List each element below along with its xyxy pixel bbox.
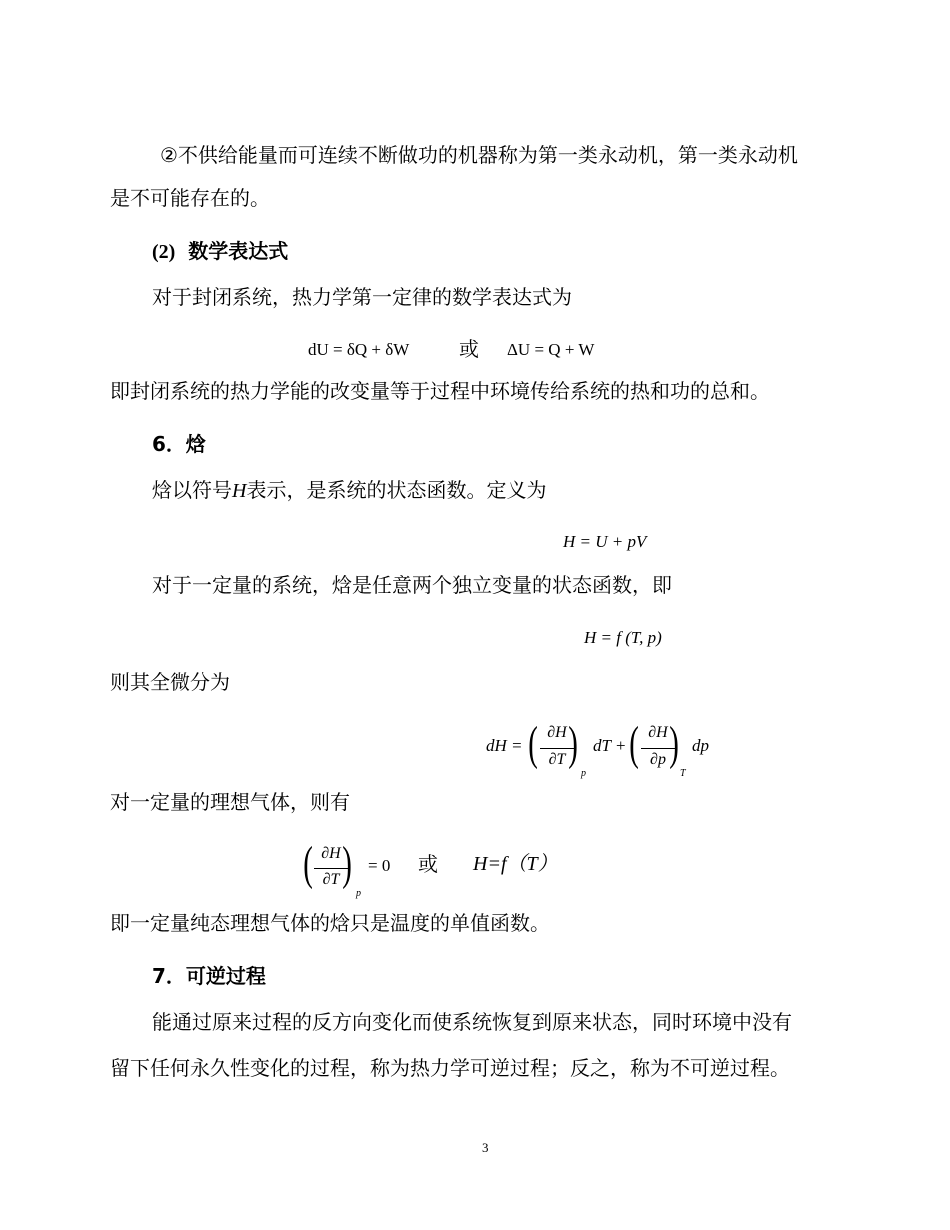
- equation-rhs: = 0: [368, 856, 391, 875]
- fraction-denominator: ∂T: [322, 871, 340, 888]
- equation-first-law-finite: [507, 340, 594, 360]
- or-word: 或: [418, 852, 438, 876]
- equation-first-law: [308, 340, 409, 360]
- equation-end: dp: [692, 736, 709, 755]
- section-heading: [152, 237, 288, 266]
- right-paren: ): [669, 717, 679, 770]
- equation-text: dU = δQ + δW: [308, 340, 410, 359]
- fraction-numerator: ∂H: [547, 724, 567, 741]
- paragraph-line: ②不供给能量而可连续不断做功的机器称为第一类永动机，第一类永动机: [160, 143, 798, 167]
- right-paren: ): [568, 717, 578, 770]
- paragraph-line: 留下任何永久性变化的过程，称为热力学可逆过程；反之，称为不可逆过程。: [110, 1056, 790, 1080]
- equation-lhs: dH =: [486, 736, 523, 755]
- left-paren: (: [528, 717, 538, 770]
- left-paren: (: [629, 717, 639, 770]
- left-paren: (: [303, 837, 313, 890]
- symbol-h: H: [232, 480, 247, 502]
- equation-enthalpy-def: H = U + pV: [563, 532, 647, 551]
- fraction-numerator: ∂H: [321, 845, 341, 862]
- subscript: p: [581, 768, 586, 779]
- section-number: (2): [152, 241, 176, 263]
- text-span: 表示，是系统的状态函数。定义为: [246, 478, 547, 502]
- subscript: p: [356, 888, 361, 899]
- section-heading: 7．可逆过程: [152, 964, 266, 988]
- or-word: 或: [459, 337, 479, 361]
- page-number: 3: [482, 1140, 489, 1155]
- text-span: 焓以符号: [152, 478, 232, 502]
- paragraph-line: 即一定量纯态理想气体的焓只是温度的单值函数。: [110, 911, 550, 935]
- paragraph-line: 则其全微分为: [110, 670, 230, 694]
- fraction-numerator: ∂H: [648, 724, 668, 741]
- paragraph-line: 即封闭系统的热力学能的改变量等于过程中环境传给系统的热和功的总和。: [110, 379, 770, 403]
- equation-text: ΔU = Q + W: [507, 340, 595, 359]
- fraction-denominator: ∂p: [650, 751, 666, 768]
- equation-state-function: H = f (T, p): [584, 628, 662, 647]
- paragraph-line: 是不可能存在的。: [110, 186, 270, 210]
- equation-middle: dT +: [593, 736, 627, 755]
- fraction-denominator: ∂T: [548, 751, 566, 768]
- subscript: T: [680, 768, 686, 779]
- paragraph-line: 对于封闭系统，热力学第一定律的数学表达式为: [152, 285, 572, 309]
- right-paren: ): [342, 837, 352, 890]
- equation-alt: H=f（T）: [473, 853, 558, 875]
- paragraph-line: 对于一定量的系统，焓是任意两个独立变量的状态函数，即: [152, 573, 672, 597]
- paragraph-line: 对一定量的理想气体，则有: [110, 790, 350, 814]
- section-heading: 6．焓: [152, 432, 206, 456]
- paragraph-line: 能通过原来过程的反方向变化而使系统恢复到原来状态，同时环境中没有: [152, 1010, 792, 1034]
- section-title: 数学表达式: [188, 239, 289, 263]
- paragraph-line: [152, 476, 546, 505]
